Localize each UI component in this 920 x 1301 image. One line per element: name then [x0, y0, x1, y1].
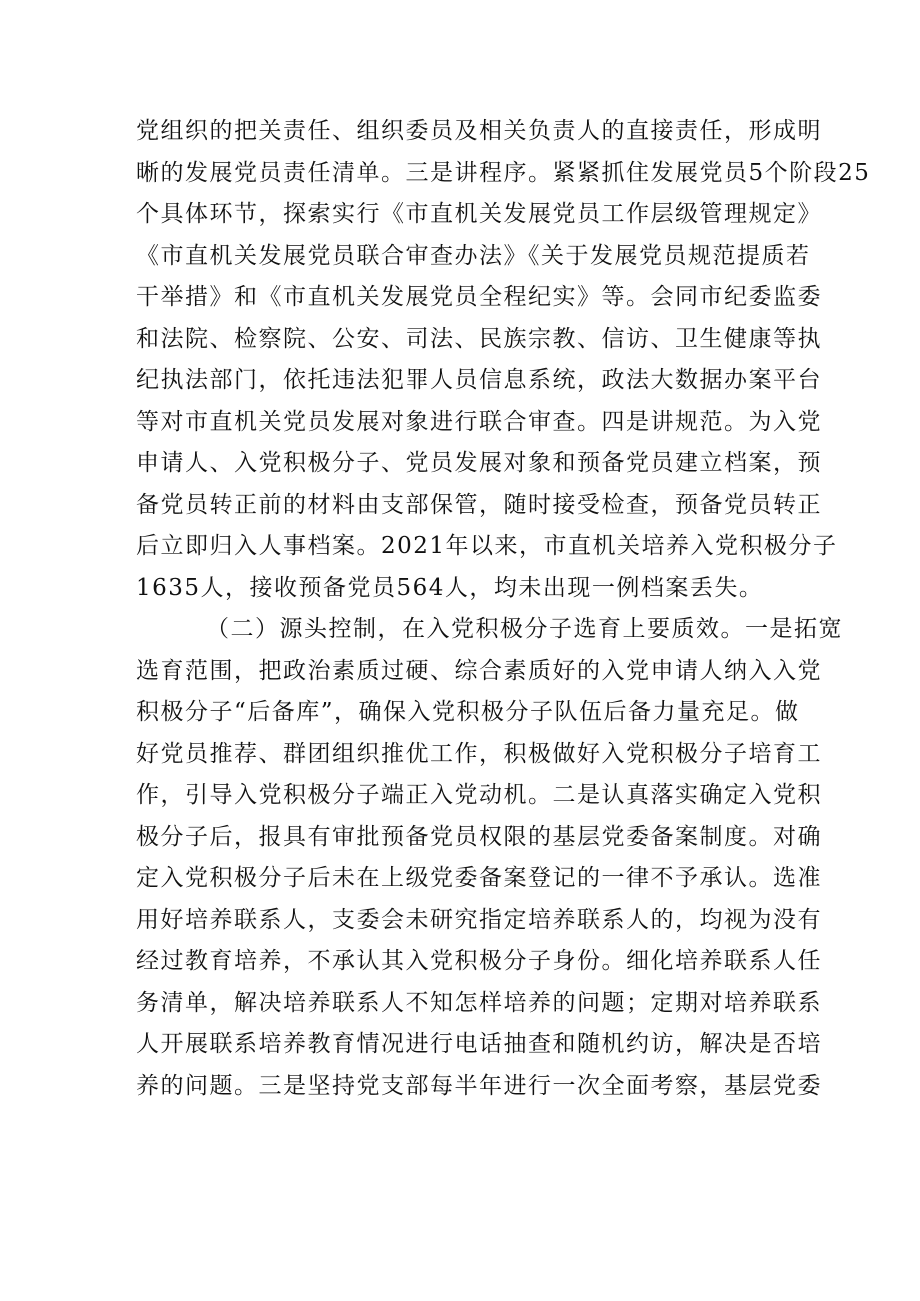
text-line: 个具体环节，探索实行《市直机关发展党员工作层级管理规定》: [136, 201, 822, 227]
text-line: 经过教育培养，不承认其入党积极分子身份。细化培养联系人任: [136, 948, 822, 974]
text-line: 1635人，接收预备党员564人，均未出现一例档案丢失。: [136, 574, 764, 601]
text-line: 人开展联系培养教育情况进行电话抽查和随机约访，解决是否培: [136, 1031, 822, 1057]
text-line: 纪执法部门，依托违法犯罪人员信息系统，政法大数据办案平台: [136, 367, 822, 393]
text-line: 晰的发展党员责任清单。三是讲程序。紧紧抓住发展党员5个阶段25: [136, 159, 871, 186]
text-line: 作，引导入党积极分子端正入党动机。二是认真落实确定入党积: [136, 782, 822, 808]
text-line: 备党员转正前的材料由支部保管，随时接受检查，预备党员转正: [136, 491, 822, 518]
body-text: [136, 111, 871, 1107]
section-heading-line: （二）源头控制，在入党积极分子选育上要质效。一是拓宽: [206, 616, 843, 642]
text-line: 干举措》和《市直机关发展党员全程纪实》等。会同市纪委监委: [136, 284, 822, 310]
text-line: 极分子后，报具有审批预备党员权限的基层党委备案制度。对确: [136, 823, 822, 850]
text-line: 选育范围，把政治素质过硬、综合素质好的入党申请人纳入入党: [136, 657, 822, 684]
text-line: 用好培养联系人，支委会未研究指定培养联系人的，均视为没有: [136, 906, 822, 933]
text-line: 定入党积极分子后未在上级党委备案登记的一律不予承认。选准: [136, 865, 822, 891]
text-line: 申请人、入党积极分子、党员发展对象和预备党员建立档案，预: [136, 450, 822, 476]
text-line: 务清单，解决培养联系人不知怎样培养的问题；定期对培养联系: [136, 989, 822, 1016]
text-line: 养的问题。三是坚持党支部每半年进行一次全面考察，基层党委: [136, 1072, 822, 1099]
text-line: 积极分子“后备库”，确保入党积极分子队伍后备力量充足。做: [136, 699, 800, 725]
text-line: 《市直机关发展党员联合审查办法》《关于发展党员规范提质若: [136, 242, 811, 269]
text-line: 等对市直机关党员发展对象进行联合审查。四是讲规范。为入党: [136, 408, 822, 435]
text-line: 和法院、检察院、公安、司法、民族宗教、信访、卫生健康等执: [136, 325, 822, 352]
text-line: 后立即归入人事档案。2021年以来，市直机关培养入党积极分子: [136, 533, 838, 559]
text-line: 党组织的把关责任、组织委员及相关负责人的直接责任，形成明: [136, 118, 822, 144]
text-line: 好党员推荐、群团组织推优工作，积极做好入党积极分子培育工: [136, 740, 822, 767]
